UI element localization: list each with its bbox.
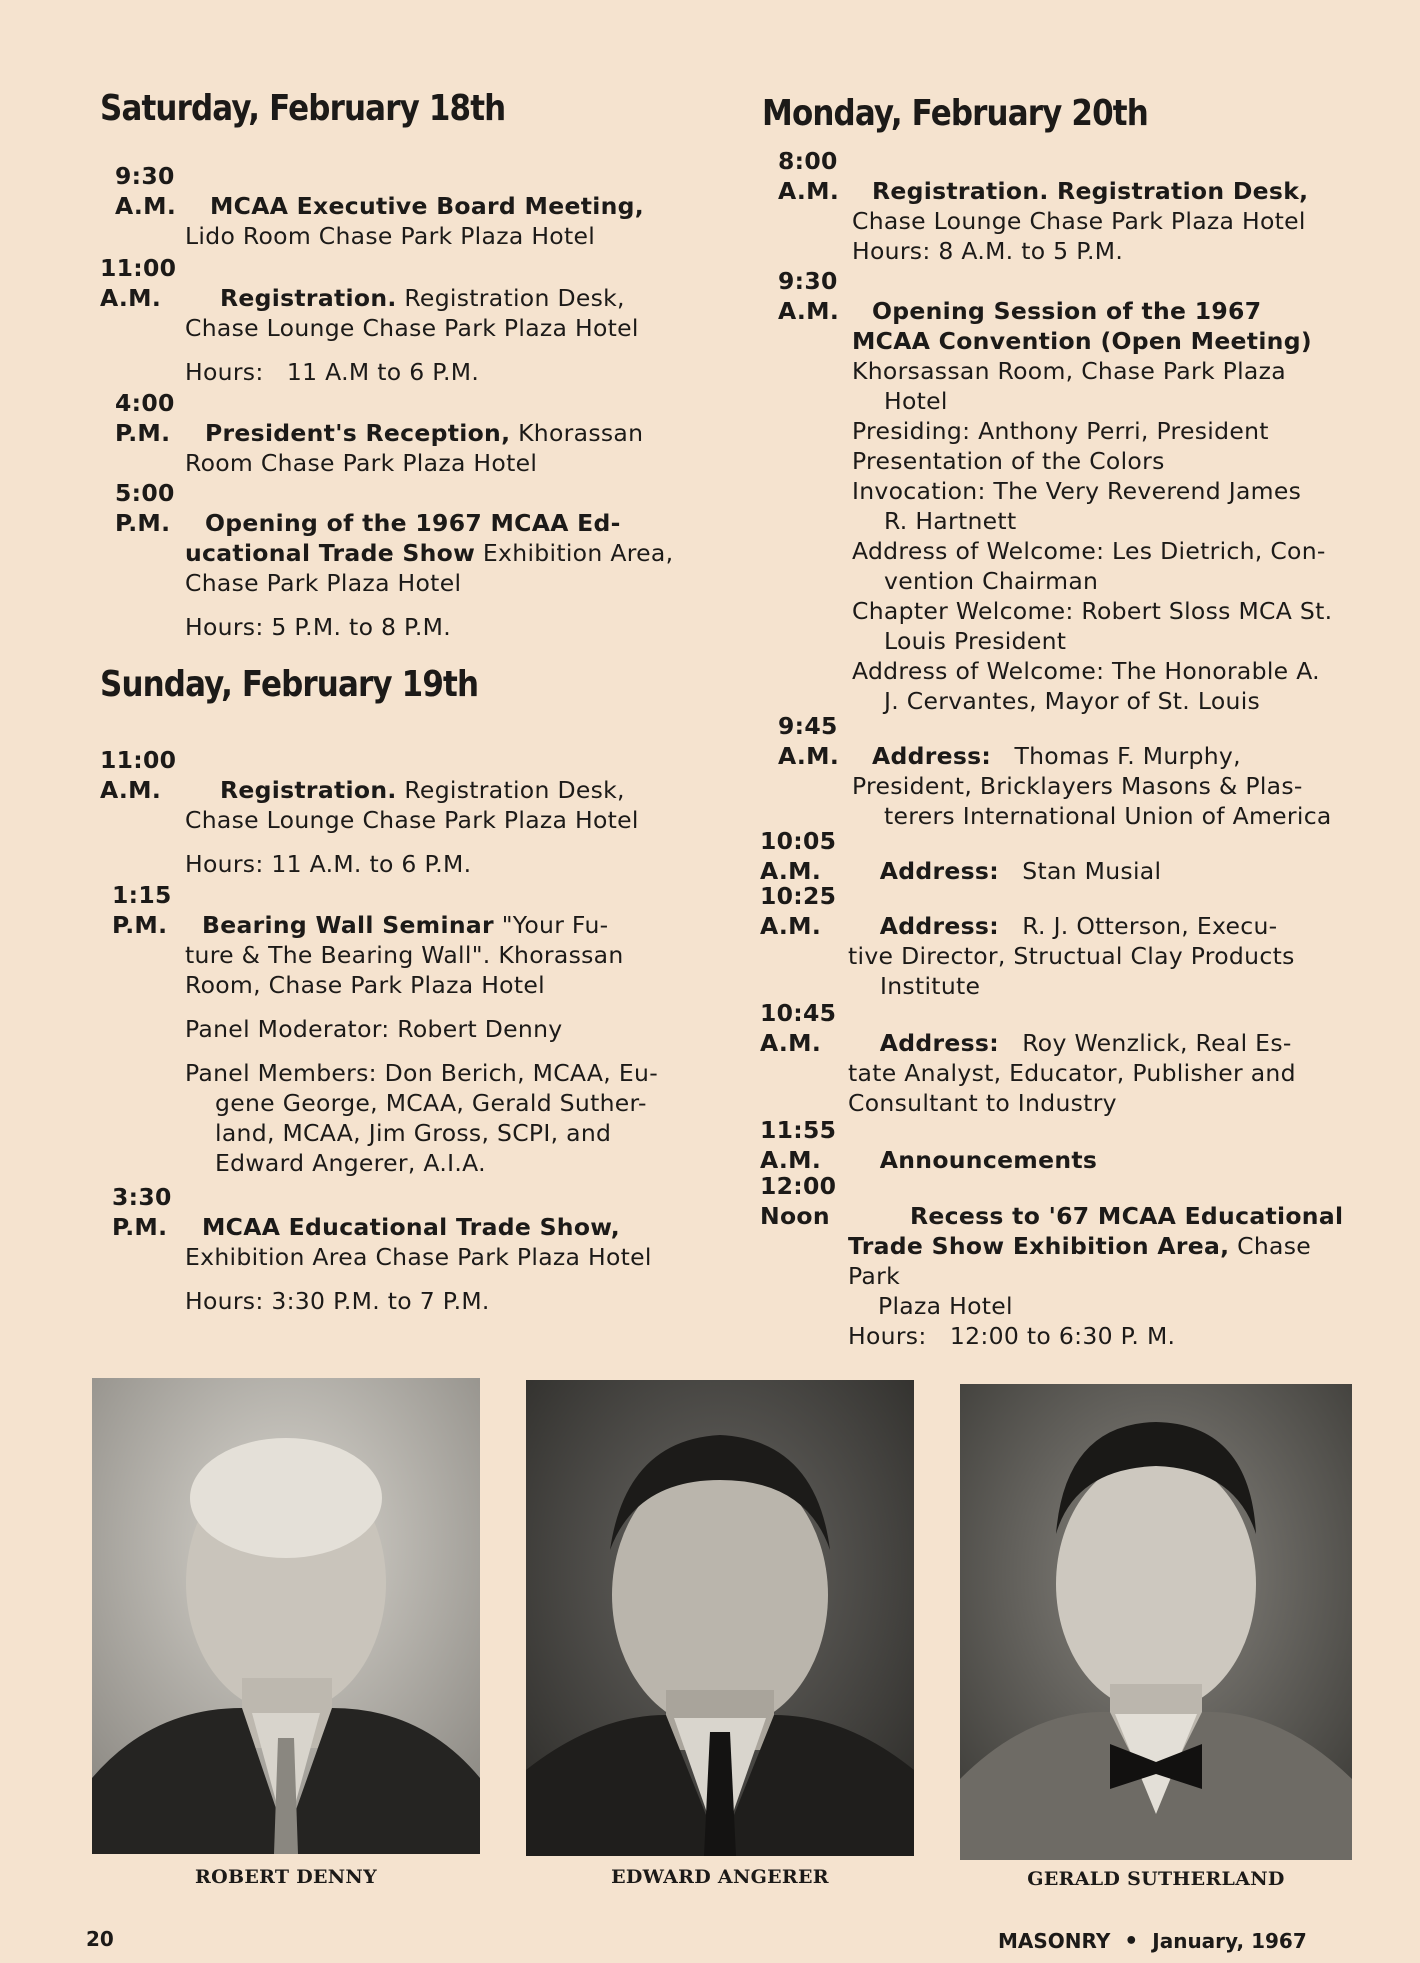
event-title: MCAA Educational Trade Show, — [202, 1213, 621, 1241]
panel-members-cont: gene George, MCAA, Gerald Suther- — [215, 1089, 647, 1117]
chapter-welcome: Chapter Welcome: Robert Sloss MCA St. — [852, 597, 1333, 625]
event-hours: 12:00 to 6:30 P. M. — [949, 1322, 1176, 1350]
panel-members: Panel Members: Don Berich, MCAA, Eu- — [185, 1059, 658, 1087]
event-location: Chase Lounge Chase Park Plaza Hotel — [852, 207, 1306, 235]
event-title: Registration. — [220, 284, 397, 312]
event-detail-line: ture & The Bearing Wall". Khorassan — [185, 941, 624, 969]
event-detail-line: President, Bricklayers Masons & Plas- — [852, 772, 1303, 800]
sun-event-registration — [100, 745, 705, 879]
event-time: 10:05 A.M. — [760, 827, 837, 885]
mon-event-address-murphy — [778, 711, 1363, 831]
event-detail: "Your Fu- — [501, 911, 609, 939]
hours-label: Hours: — [848, 1322, 927, 1350]
event-hours: 11 A.M to 6 P.M. — [286, 358, 480, 386]
invocation: Invocation: The Very Reverend James — [852, 477, 1302, 505]
event-detail-line: Institute — [880, 972, 981, 1000]
event-time: 9:45 A.M. — [778, 712, 840, 770]
event-title: Address: — [879, 1029, 999, 1057]
event-title: Opening of the 1967 MCAA Ed- — [205, 509, 621, 537]
sat-event-president-reception — [115, 388, 705, 478]
event-detail: Registration Desk, — [404, 284, 625, 312]
event-time: 11:55 A.M. — [760, 1116, 837, 1174]
presiding: Presiding: Anthony Perri, President — [852, 417, 1269, 445]
event-location: Chase Lounge Chase Park Plaza Hotel — [185, 806, 639, 834]
event-title: Registration. Registration Desk, — [872, 177, 1309, 205]
event-time: 5:00 P.M. — [115, 479, 175, 537]
event-time: 9:30 A.M. — [778, 267, 840, 325]
sun-event-bearing-wall-seminar — [112, 880, 705, 1178]
photo-caption: EDWARD ANGERER — [611, 1866, 829, 1888]
event-hours: Hours: 3:30 P.M. to 7 P.M. — [185, 1287, 490, 1315]
event-time: 9:30 A.M. — [115, 162, 177, 220]
saturday-heading: Saturday, February 18th — [100, 88, 506, 129]
event-title: Address: — [872, 742, 992, 770]
event-location: Khorsassan Room, Chase Park Plaza — [852, 357, 1286, 385]
sun-event-trade-show — [112, 1182, 705, 1316]
event-detail-line: terers International Union of America — [884, 802, 1332, 830]
event-title-cont: ucational Trade Show — [185, 539, 476, 567]
mon-event-registration — [778, 146, 1363, 266]
event-time: 4:00 P.M. — [115, 389, 175, 447]
mon-event-announcements — [760, 1115, 1363, 1175]
event-time: 11:00 A.M. — [100, 254, 177, 312]
portrait-image — [92, 1378, 480, 1854]
mon-event-address-wenzlick — [760, 998, 1363, 1118]
photo-robert-denny — [92, 1378, 480, 1854]
hours-label: Hours: — [185, 358, 264, 386]
event-time: 11:00 A.M. — [100, 746, 177, 804]
photo-caption: GERALD SUTHERLAND — [1027, 1868, 1285, 1890]
address-of-welcome-2: Address of Welcome: The Honorable A. — [852, 657, 1320, 685]
event-detail-line: tate Analyst, Educator, Publisher and — [848, 1059, 1296, 1087]
event-detail: R. J. Otterson, Execu- — [1022, 912, 1278, 940]
event-location: Chase Park Plaza Hotel — [185, 569, 462, 597]
event-location: Exhibition Area Chase Park Plaza Hotel — [185, 1243, 652, 1271]
mon-event-recess — [760, 1171, 1363, 1351]
page-number: 20 — [86, 1927, 114, 1951]
event-location: Room, Chase Park Plaza Hotel — [185, 971, 545, 999]
mon-event-address-musial — [760, 826, 1363, 886]
event-location: Plaza Hotel — [878, 1292, 1013, 1320]
invocation-cont: R. Hartnett — [884, 507, 1017, 535]
event-location-cont: Hotel — [884, 387, 948, 415]
panel-members-cont: Edward Angerer, A.I.A. — [215, 1149, 486, 1177]
bullet-separator: • — [1124, 1929, 1139, 1954]
event-title: MCAA Executive Board Meeting, — [210, 192, 644, 220]
event-detail: Chase Park — [848, 1232, 1312, 1290]
event-detail: Thomas F. Murphy, — [1014, 742, 1241, 770]
event-title-cont: Trade Show Exhibition Area, — [848, 1232, 1230, 1260]
mon-event-address-otterson — [760, 881, 1363, 1001]
event-hours: Hours: 11 A.M. to 6 P.M. — [185, 850, 472, 878]
event-detail: Registration Desk, — [404, 776, 625, 804]
event-title: Registration. — [220, 776, 397, 804]
magazine-footer — [998, 1929, 1307, 1954]
event-time: 12:00 Noon — [760, 1172, 837, 1230]
event-hours: Hours: 8 A.M. to 5 P.M. — [852, 237, 1124, 265]
event-time: 3:30 P.M. — [112, 1183, 172, 1241]
event-time: 10:45 A.M. — [760, 999, 837, 1057]
sat-event-registration — [100, 253, 705, 387]
event-title: Address: — [879, 857, 999, 885]
event-time: 1:15 P.M. — [112, 881, 172, 939]
event-title: Bearing Wall Seminar — [202, 911, 494, 939]
event-location: Lido Room Chase Park Plaza Hotel — [185, 222, 596, 250]
event-detail: Khorassan — [518, 419, 644, 447]
magazine-name: MASONRY — [998, 1929, 1111, 1953]
issue-date: January, 1967 — [1152, 1929, 1307, 1953]
photo-edward-angerer — [526, 1380, 914, 1856]
presentation-of-colors: Presentation of the Colors — [852, 447, 1165, 475]
panel-moderator: Panel Moderator: Robert Denny — [185, 1015, 563, 1043]
sat-event-trade-show-opening — [115, 478, 705, 642]
event-detail: Roy Wenzlick, Real Es- — [1022, 1029, 1292, 1057]
event-detail-line: Consultant to Industry — [848, 1089, 1117, 1117]
photo-caption: ROBERT DENNY — [195, 1866, 377, 1888]
sat-event-board-meeting — [115, 161, 705, 251]
event-title-cont: MCAA Convention (Open Meeting) — [852, 327, 1312, 355]
sunday-heading: Sunday, February 19th — [100, 664, 479, 705]
monday-heading: Monday, February 20th — [762, 93, 1148, 134]
chapter-welcome-cont: Louis President — [884, 627, 1067, 655]
event-location: Chase Lounge Chase Park Plaza Hotel — [185, 314, 639, 342]
event-title: Announcements — [879, 1146, 1098, 1174]
panel-members-cont: land, MCAA, Jim Gross, SCPI, and — [215, 1119, 612, 1147]
event-title: Recess to '67 MCAA Educational — [910, 1202, 1344, 1230]
event-time: 8:00 A.M. — [778, 147, 840, 205]
mon-event-opening-session — [778, 266, 1363, 716]
event-time: 10:25 A.M. — [760, 882, 837, 940]
event-detail-line: tive Director, Structual Clay Products — [848, 942, 1295, 970]
portrait-image — [526, 1380, 914, 1856]
event-title: Address: — [879, 912, 999, 940]
address-of-welcome-cont: vention Chairman — [884, 567, 1099, 595]
address-of-welcome-2-cont: J. Cervantes, Mayor of St. Louis — [884, 687, 1261, 715]
portrait-image — [960, 1384, 1352, 1860]
photo-gerald-sutherland — [960, 1384, 1352, 1860]
event-detail: Stan Musial — [1022, 857, 1162, 885]
event-title: Opening Session of the 1967 — [872, 297, 1262, 325]
event-detail: Exhibition Area, — [482, 539, 674, 567]
event-title: President's Reception, — [205, 419, 511, 447]
address-of-welcome: Address of Welcome: Les Dietrich, Con- — [852, 537, 1326, 565]
event-location: Room Chase Park Plaza Hotel — [185, 449, 538, 477]
event-hours: Hours: 5 P.M. to 8 P.M. — [185, 613, 451, 641]
